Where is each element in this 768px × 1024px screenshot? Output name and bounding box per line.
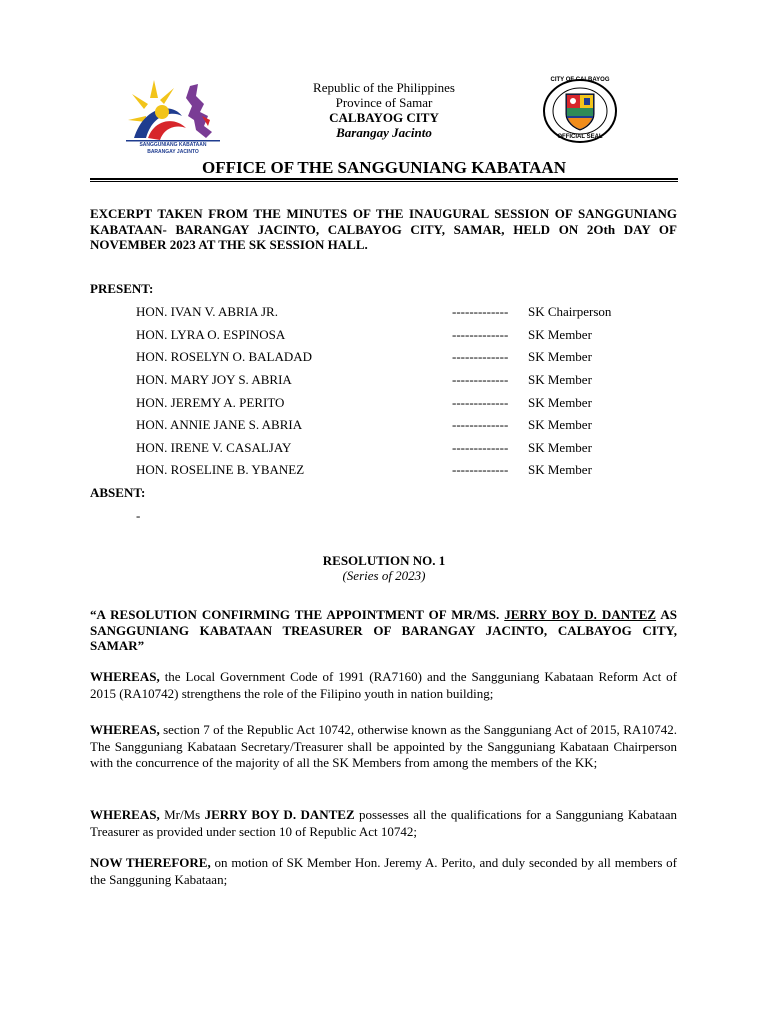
header-divider <box>90 178 678 180</box>
member-dash: ------------- <box>452 372 509 387</box>
member-name: HON. ANNIE JANE S. ABRIA <box>136 417 303 432</box>
city-seal-text-top: CITY OF CALBAYOG <box>550 77 610 83</box>
whereas-clause-1 <box>90 669 677 702</box>
whereas-clause-3 <box>90 807 677 840</box>
member-name: HON. IRENE V. CASALJAY <box>136 440 292 455</box>
absent-label: ABSENT: <box>90 485 146 500</box>
whereas-pre: Mr/Ms <box>159 807 205 822</box>
whereas-text: the Local Government Code of 1991 (RA7160) and the Sangguniang Kabataan Reform Act of 2015 (RA10742) strengthens the role of the Filipino youth in nation building; <box>90 669 677 701</box>
member-dash: ------------- <box>452 440 509 455</box>
whereas-lead: WHEREAS, <box>90 807 160 822</box>
member-name: HON. IVAN V. ABRIA JR. <box>136 304 278 319</box>
sk-logo-text-2: BARANGAY JACINTO <box>147 149 199 155</box>
whereas-clause-2 <box>90 722 677 772</box>
member-role: SK Member <box>528 395 592 410</box>
now-therefore-lead: NOW THEREFORE, <box>90 855 211 870</box>
sk-logo-text-1: SANGGUNIANG KABATAAN <box>139 142 207 148</box>
resolution-title-part1: “A RESOLUTION CONFIRMING THE APPOINTMENT OF MR/MS. <box>90 607 505 622</box>
barangay-line: Barangay Jacinto <box>336 125 432 140</box>
member-dash: ------------- <box>452 462 509 477</box>
whereas-appointee-name: JERRY BOY D. DANTEZ <box>204 807 355 822</box>
member-dash: ------------- <box>452 395 509 410</box>
header-divider-thin <box>90 181 678 182</box>
resolution-title-part2: AS SANGGUNIANG KABATAAN TREASURER OF BARANGAY JACINTO, CALBAYOG CITY, SAMAR” <box>90 607 677 653</box>
member-name: HON. LYRA O. ESPINOSA <box>136 327 286 342</box>
whereas-text: possesses all the qualifications for a Sangguniang Kabataan Treasurer as provided under section 10 of Republic Act 10742; <box>90 807 677 839</box>
province-line: Province of Samar <box>335 95 433 110</box>
member-name: HON. MARY JOY S. ABRIA <box>136 372 292 387</box>
resolution-title <box>90 607 677 654</box>
member-dash: ------------- <box>452 417 509 432</box>
member-role: SK Member <box>528 417 592 432</box>
member-name: HON. JEREMY A. PERITO <box>136 395 285 410</box>
letterhead <box>0 80 768 140</box>
office-title: OFFICE OF THE SANGGUNIANG KABATAAN <box>202 158 566 177</box>
now-therefore-clause <box>90 855 677 888</box>
present-label: PRESENT: <box>90 281 154 296</box>
city-seal-text-bottom: OFFICIAL SEAL <box>557 134 603 140</box>
whereas-text: section 7 of the Republic Act 10742, otherwise known as the Sangguniang Act of 2015, RA10742. The Sangguniang Kabataan Secretary/Treasurer shall be appointed by the Sangguniang Kabataan Chairperson with the concurrence of the majority of all the SK Members from among the members of the KK; <box>90 722 677 770</box>
member-dash: ------------- <box>452 327 509 342</box>
resolution-number: RESOLUTION NO. 1 <box>322 553 446 568</box>
member-role: SK Member <box>528 462 592 477</box>
member-dash: ------------- <box>452 349 509 364</box>
member-name: HON. ROSELINE B. YBANEZ <box>136 462 305 477</box>
whereas-lead: WHEREAS, <box>90 669 160 684</box>
absent-value: - <box>136 508 141 523</box>
whereas-lead: WHEREAS, <box>90 722 160 737</box>
excerpt-paragraph: EXCERPT TAKEN FROM THE MINUTES OF THE INAUGURAL SESSION OF SANGGUNIANG KABATAAN- BARANGAY JACINTO, CALBAYOG CITY, SAMAR, HELD ON 2Oth DAY OF NOVEMBER 2023 AT THE SK SESSION HALL. <box>90 206 677 252</box>
member-dash: ------------- <box>452 304 509 319</box>
member-role: SK Member <box>528 349 592 364</box>
resolution-series: (Series of 2023) <box>342 568 426 583</box>
appointee-name: JERRY BOY D. DANTEZ <box>504 607 657 622</box>
republic-line: Republic of the Philippines <box>313 80 455 95</box>
city-line: CALBAYOG CITY <box>329 110 439 125</box>
member-role: SK Member <box>528 440 592 455</box>
member-name: HON. ROSELYN O. BALADAD <box>136 349 313 364</box>
member-role: SK Chairperson <box>528 304 612 319</box>
now-therefore-text: on motion of SK Member Hon. Jeremy A. Perito, and duly seconded by all members of the Sangguning Kabataan; <box>90 855 678 887</box>
member-role: SK Member <box>528 327 592 342</box>
member-role: SK Member <box>528 372 592 387</box>
